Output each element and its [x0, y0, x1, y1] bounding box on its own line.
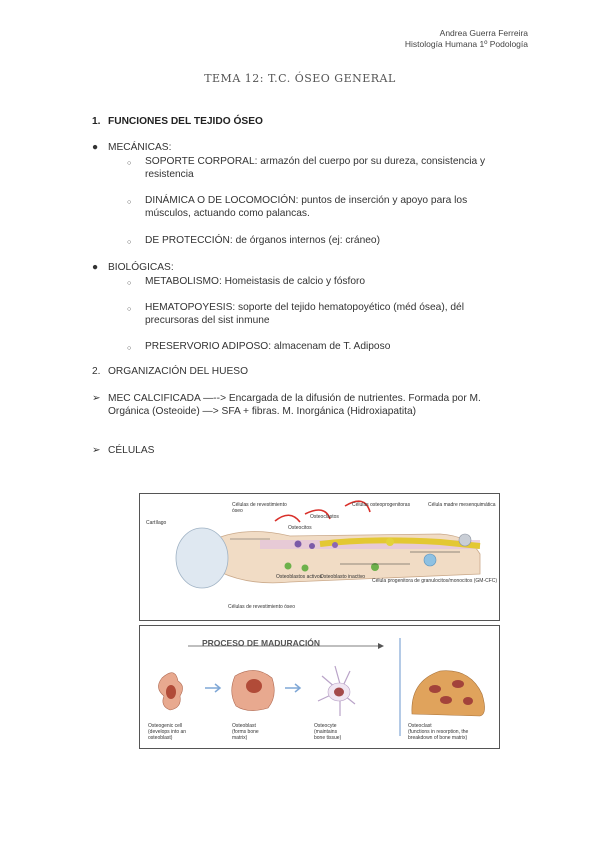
circle-bullet-icon: ○: [127, 280, 132, 287]
osteoblast-desc-2: matrix): [232, 735, 248, 741]
circle-bullet-icon: ○: [127, 239, 132, 246]
section-1-heading: FUNCIONES DEL TEJIDO ÓSEO: [108, 116, 263, 127]
mec-item-2: DINÁMICA O DE LOCOMOCIÓN: puntos de inserción y apoyo para los: [145, 195, 468, 206]
osteoclast-label: Osteoclast: [408, 723, 432, 729]
osteocyte-desc-2: bone tissue): [314, 735, 342, 741]
osteogenic-cell-label: Osteogenic cell: [148, 723, 183, 729]
mec-item-2-cont: músculos, actuando como palancas.: [145, 208, 310, 219]
circle-bullet-icon: ○: [127, 345, 132, 352]
circle-bullet-icon: ○: [127, 199, 132, 206]
author-name: Andrea Guerra Ferreira: [439, 28, 528, 38]
mec-calcificada-line-1: MEC CALCIFICADA —--> Encargada de la difusión de nutrientes. Formada por M.: [108, 393, 481, 404]
label-osteocitos: Osteocitos: [288, 525, 312, 531]
osteoblast-desc-1: (forms bone: [232, 729, 259, 735]
label-osteoprogenitoras: Células osteoprogenitoras: [352, 502, 411, 508]
bio-item-2-cont: precursoras del sist inmune: [145, 315, 270, 326]
bullet-icon: ●: [92, 262, 99, 273]
label-osteoclastos: Osteoclastos: [310, 514, 339, 520]
osteocyte-desc-1: (maintains: [314, 729, 338, 735]
osteocyte-label: Osteocyte: [314, 723, 337, 729]
osteoclast-desc-2: breakdown of bone matrix): [408, 735, 468, 741]
label-revestimiento-top: Células de revestimiento: [232, 502, 287, 508]
bio-item-3: PRESERVORIO ADIPOSO: almacenam de T. Adiposo: [145, 341, 391, 352]
label-revestimiento-top-2: óseo: [232, 508, 243, 514]
mecanicas-label: MECÁNICAS:: [108, 142, 172, 153]
osteogenic-cell-desc-2: osteoblast): [148, 735, 173, 741]
osteoblast-label: Osteoblast: [232, 723, 256, 729]
label-celula-madre: Célula madre mesenquimática: [428, 502, 496, 508]
bio-item-2: HEMATOPOYESIS: soporte del tejido hematopoyético (méd ósea), dél: [145, 302, 464, 313]
osteogenic-cell-desc-1: (develops into an: [148, 729, 187, 735]
maturation-title: PROCESO DE MADURACIÓN: [202, 638, 321, 648]
osteoclast-desc-1: (functions in resorption, the: [408, 729, 469, 735]
maturation-process-figure: [139, 625, 500, 749]
bullet-icon: ●: [92, 142, 99, 153]
page-header: [405, 28, 528, 50]
section-2-number: 2.: [92, 366, 101, 377]
arrow-bullet-icon: ➢: [92, 445, 101, 456]
mec-item-3: DE PROTECCIÓN: de órganos internos (ej: cráneo): [145, 235, 380, 246]
label-celula-progenitora: Célula progenitora de granulocitos/monocitos (GM-CFC): [372, 578, 498, 584]
bone-diagram-illustration: [140, 494, 499, 620]
label-revestimiento-bottom: Células de revestimiento óseo: [228, 604, 295, 610]
bone-cells-figure: [139, 493, 500, 621]
bio-item-1: METABOLISMO: Homeistasis de calcio y fósforo: [145, 276, 366, 287]
mec-calcificada-line-2: Orgánica (Osteoide) —> SFA + fibras. M. Inorgánica (Hidroxiapatita): [108, 406, 417, 417]
course-name: Histología Humana 1º Podología: [404, 39, 528, 49]
section-2-heading: ORGANIZACIÓN DEL HUESO: [108, 366, 249, 377]
label-cartilago: Cartílago: [146, 520, 167, 526]
page-title: TEMA 12: T.C. ÓSEO GENERAL: [204, 72, 396, 85]
celulas-heading: CÉLULAS: [108, 445, 155, 456]
biologicas-label: BIOLÓGICAS:: [108, 262, 174, 273]
circle-bullet-icon: ○: [127, 306, 132, 313]
label-osteoblastos-activos: Osteoblastos activos: [276, 574, 323, 580]
mec-item-1: SOPORTE CORPORAL: armazón del cuerpo por su dureza, consistencia y: [145, 156, 486, 167]
arrow-bullet-icon: ➢: [92, 393, 101, 404]
label-osteoblasto-inactivo: Osteoblasto inactivo: [320, 574, 366, 580]
section-1-number: 1.: [92, 116, 101, 127]
circle-bullet-icon: ○: [127, 160, 132, 167]
mec-item-1-cont: resistencia: [145, 169, 194, 180]
